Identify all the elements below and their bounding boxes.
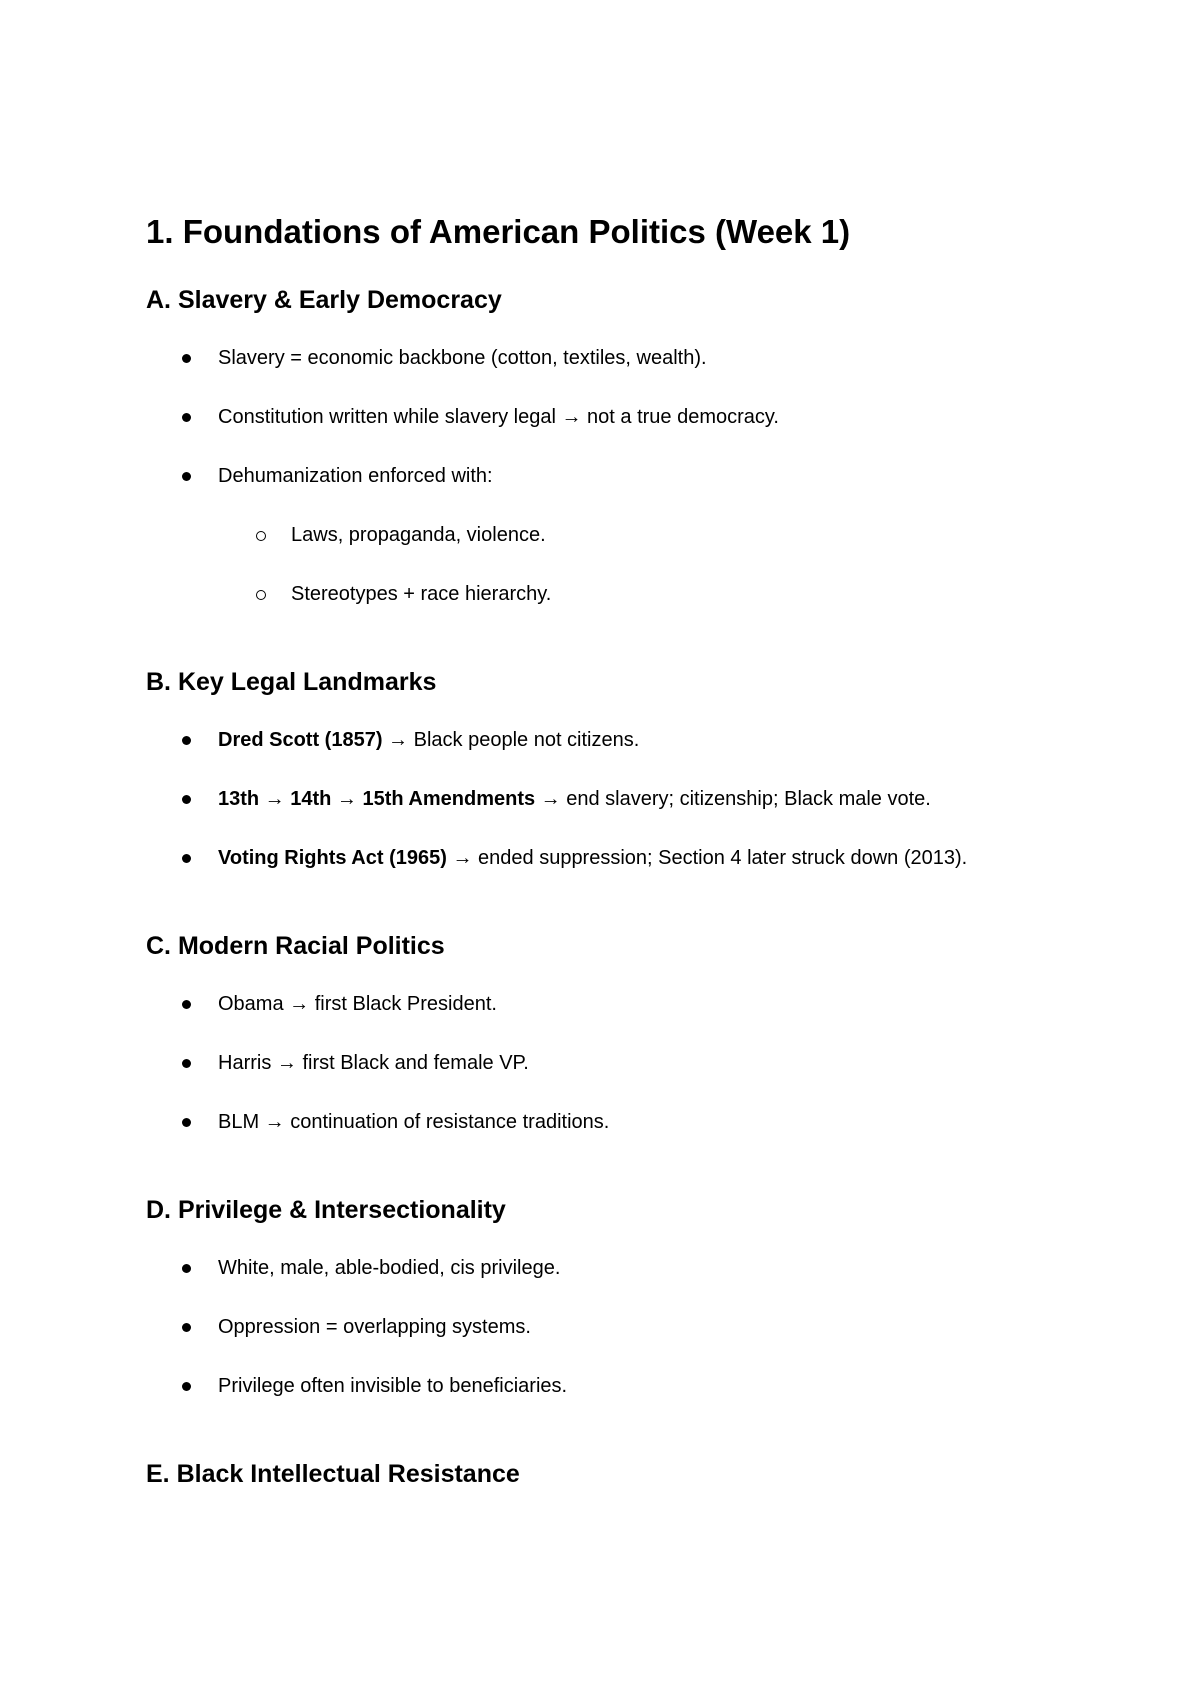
list-item [218,1374,567,1398]
bullet-disc-icon [182,854,191,863]
bullet-disc-icon [182,1059,191,1068]
bullet-disc-icon [182,736,191,745]
list-item [218,464,493,488]
list-item [218,1315,531,1339]
list-item-text: White, male, able-bodied, cis privilege. [218,1257,561,1279]
list-item-text: Constitution written while slavery legal → not a true democracy. [218,406,779,428]
list-item-text: Obama → first Black President. [218,993,497,1015]
list-item-text: Slavery = economic backbone (cotton, textiles, wealth). [218,347,707,369]
section-heading-b: B. Key Legal Landmarks [146,668,437,696]
bullet-disc-icon [182,1118,191,1127]
section-heading-d: D. Privilege & Intersectionality [146,1196,506,1224]
sub-list-item-text: Laws, propaganda, violence. [291,524,546,546]
list-item [218,1051,529,1075]
list-item-text: → ended suppression; Section 4 later struck down (2013). [446,847,968,869]
section-heading-a: A. Slavery & Early Democracy [146,286,502,314]
bullet-disc-icon [182,413,191,422]
list-item [218,1256,560,1280]
list-item [218,1110,609,1134]
list-item-bold-text: 13th → 14th → 15th Amendments [218,788,536,810]
list-item [218,405,779,429]
list-item-text: → Black people not citizens. [382,729,640,751]
section-heading-c: C. Modern Racial Politics [146,932,445,960]
bullet-disc-icon [182,1323,191,1332]
section-heading-e: E. Black Intellectual Resistance [146,1460,520,1488]
list-item [218,846,967,870]
sub-list-item [291,523,546,547]
sub-list-item-text: Stereotypes + race hierarchy. [291,583,552,605]
list-item-text: BLM → continuation of resistance traditions. [218,1111,610,1133]
bullet-circle-icon [256,590,266,600]
list-item [218,992,497,1016]
bullet-circle-icon [256,531,266,541]
list-item-text: Dehumanization enforced with: [218,465,493,487]
bullet-disc-icon [182,354,191,363]
bullet-disc-icon [182,1264,191,1273]
page-title: 1. Foundations of American Politics (Week 1) [146,213,851,250]
bullet-disc-icon [182,1000,191,1009]
list-item-text: Harris → first Black and female VP. [218,1052,529,1074]
sub-list-item [291,582,551,606]
bullet-disc-icon [182,1382,191,1391]
list-item-text: → end slavery; citizenship; Black male vote. [535,788,931,810]
list-item-text: Oppression = overlapping systems. [218,1316,531,1338]
list-item-bold-text: Dred Scott (1857) [218,729,383,751]
list-item [218,787,931,811]
bullet-disc-icon [182,472,191,481]
list-item [218,728,639,752]
list-item-text: Privilege often invisible to beneficiaries. [218,1375,568,1397]
list-item-bold-text: Voting Rights Act (1965) [218,847,447,869]
bullet-disc-icon [182,795,191,804]
list-item [218,346,707,370]
